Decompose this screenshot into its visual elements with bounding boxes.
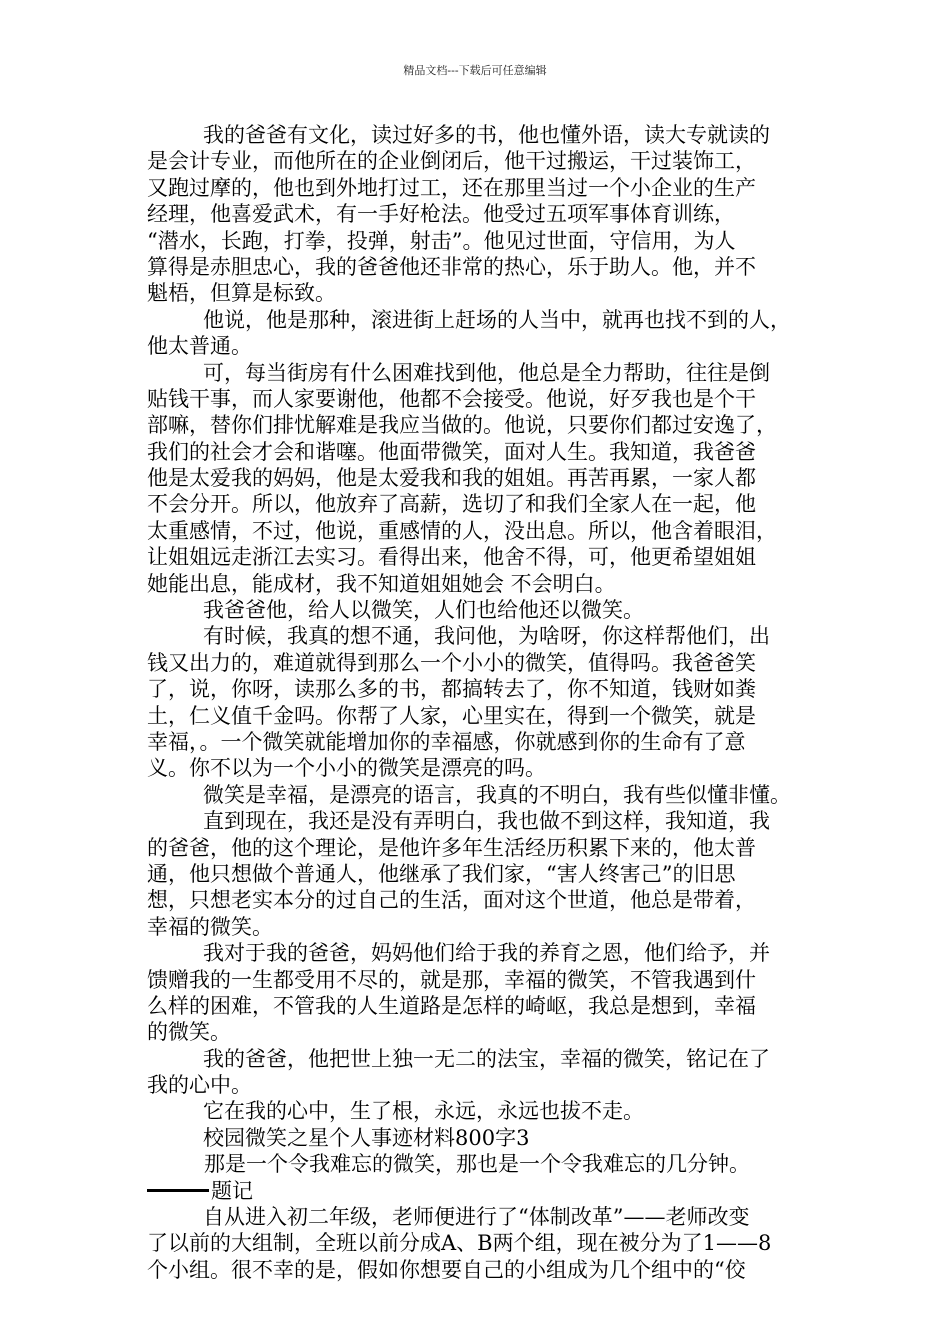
line-text: 他说，他是那种，滚进街上赶场的人当中，就再也找不到的人， xyxy=(203,307,791,332)
text-line xyxy=(147,755,815,781)
line-text: 通，他只想做个普通人，他继承了我们家，“害人终害己”的旧思 xyxy=(147,861,736,886)
em-dash-rule xyxy=(147,1189,209,1192)
line-text: 经理，他喜爱武术，有一手好枪法。他受过五项军事体育训练， xyxy=(147,202,735,227)
text-line xyxy=(147,1046,815,1072)
line-text: 直到现在，我还是没有弄明白，我也做不到这样，我知道，我 xyxy=(203,809,770,834)
line-text: 幸福，。一个微笑就能增加你的幸福感，你就感到你的生命有了意 xyxy=(147,729,746,754)
line-text: 题记 xyxy=(211,1178,253,1203)
text-line xyxy=(147,360,815,386)
text-line xyxy=(147,703,815,729)
line-text: 让姐姐远走浙江去实习。看得出来，他舍不得，可，他更希望姐姐 xyxy=(147,545,756,570)
text-line xyxy=(147,1098,815,1124)
text-line xyxy=(147,201,815,227)
line-text: 她能出息，能成材，我不知道姐姐她会 不会明白。 xyxy=(147,571,616,596)
line-text: 贴钱干事，而人家要谢他，他都不会接受。他说，好歹我也是个干 xyxy=(147,386,756,411)
text-line xyxy=(147,914,815,940)
text-line xyxy=(147,940,815,966)
text-line xyxy=(147,1125,815,1151)
line-text: 想，只想老实本分的过自己的生活，面对这个世道，他总是带着， xyxy=(147,888,756,913)
line-text: 馈赠我的一生都受用不尽的，就是那，幸福的微笑，不管我遇到什 xyxy=(147,967,756,992)
line-text: 了以前的大组制，全班以前分成A、B两个组，现在被分为了1——8 xyxy=(147,1231,772,1256)
text-line xyxy=(147,175,815,201)
line-text: 义。你不以为一个小小的微笑是漂亮的吗。 xyxy=(147,756,546,781)
line-text: 个小组。很不幸的是，假如你想要自己的小组成为几个组中的“佼 xyxy=(147,1257,746,1282)
line-text: 校园微笑之星个人事迹材料800字3 xyxy=(203,1125,530,1150)
text-line xyxy=(147,597,815,623)
text-line xyxy=(147,307,815,333)
line-text: 算得是赤胆忠心，我的爸爸他还非常的热心，乐于助人。他，并不 xyxy=(147,254,756,279)
text-line xyxy=(147,808,815,834)
line-text: 我对于我的爸爸，妈妈他们给于我的养育之恩，他们给予，并 xyxy=(203,941,770,966)
text-line xyxy=(147,280,815,306)
text-line xyxy=(147,439,815,465)
text-line xyxy=(147,835,815,861)
line-text: 我爸爸他，给人以微笑，人们也给他还以微笑。 xyxy=(203,598,644,623)
line-text: 是会计专业，而他所在的企业倒闭后，他干过搬运，干过装饰工， xyxy=(147,149,756,174)
line-text: “潜水，长跑，打拳，投弹，射击”。他见过世面，守信用，为人 xyxy=(147,228,736,253)
text-line xyxy=(147,967,815,993)
epigraph-attribution xyxy=(147,1178,815,1204)
text-line xyxy=(147,254,815,280)
line-text: 的爸爸，他的这个理论，是他许多年生活经历积累下来的，他太普 xyxy=(147,835,756,860)
document-body xyxy=(147,122,815,1283)
page-header: 精品文档---下载后可任意编辑 xyxy=(403,64,547,77)
text-line xyxy=(147,333,815,359)
text-line xyxy=(147,993,815,1019)
line-text: 不会分开。所以，他放弃了高薪，选切了和我们全家人在一起，他 xyxy=(147,492,756,517)
text-line xyxy=(147,571,815,597)
line-text: 我的爸爸，他把世上独一无二的法宝，幸福的微笑，铭记在了 xyxy=(203,1046,770,1071)
text-line xyxy=(147,1230,815,1256)
text-line xyxy=(147,861,815,887)
line-text: 土，仁义值千金吗。你帮了人家，心里实在，得到一个微笑，就是 xyxy=(147,703,756,728)
line-text: 微笑是幸福，是漂亮的语言，我真的不明白，我有些似懂非懂。 xyxy=(203,782,791,807)
line-text: 他是太爱我的妈妈，他是太爱我和我的姐姐。再苦再累，一家人都 xyxy=(147,466,756,491)
text-line xyxy=(147,148,815,174)
text-line xyxy=(147,1204,815,1230)
text-line xyxy=(147,623,815,649)
text-line xyxy=(147,386,815,412)
line-text: 了，说，你呀，读那么多的书，都搞转去了，你不知道，钱财如粪 xyxy=(147,677,756,702)
text-line xyxy=(147,1151,815,1177)
text-line xyxy=(147,122,815,148)
text-line xyxy=(147,650,815,676)
line-text: 我们的社会才会和谐噻。他面带微笑，面对人生。我知道，我爸爸 xyxy=(147,439,756,464)
line-text: 的微笑。 xyxy=(147,1020,231,1045)
text-line xyxy=(147,1072,815,1098)
line-text: 幸福的微笑。 xyxy=(147,914,273,939)
line-text: 太重感情，不过，他说，重感情的人，没出息。所以，他含着眼泪， xyxy=(147,518,777,543)
line-text: 又跑过摩的，他也到外地打过工，还在那里当过一个小企业的生产 xyxy=(147,175,756,200)
line-text: 部嘛，替你们排忧解难是我应当做的。他说，只要你们都过安逸了， xyxy=(147,413,777,438)
line-text: 我的爸爸有文化，读过好多的书，他也懂外语，读大专就读的 xyxy=(203,123,770,147)
line-text: 钱又出力的，难道就得到那么一个小小的微笑，值得吗。我爸爸笑 xyxy=(147,650,756,675)
line-text: 他太普通。 xyxy=(147,334,252,359)
text-line xyxy=(147,676,815,702)
line-text: 那是一个令我难忘的微笑，那也是一个令我难忘的几分钟。 xyxy=(204,1152,750,1177)
line-text: 么样的困难，不管我的人生道路是怎样的崎岖，我总是想到，幸福 xyxy=(147,993,756,1018)
text-line xyxy=(147,228,815,254)
text-line xyxy=(147,491,815,517)
text-line xyxy=(147,1257,815,1283)
text-line xyxy=(147,729,815,755)
text-line xyxy=(147,782,815,808)
line-text: 我的心中。 xyxy=(147,1073,252,1098)
line-text: 有时候，我真的想不通，我问他，为啥呀，你这样帮他们，出 xyxy=(203,624,770,649)
line-text: 自从进入初二年级，老师便进行了“体制改革”——老师改变 xyxy=(203,1205,750,1230)
text-line xyxy=(147,1019,815,1045)
line-text: 它在我的心中，生了根，永远，永远也拔不走。 xyxy=(203,1099,644,1124)
text-line xyxy=(147,412,815,438)
text-line xyxy=(147,465,815,491)
text-line xyxy=(147,887,815,913)
text-line xyxy=(147,518,815,544)
text-line xyxy=(147,544,815,570)
line-text: 可，每当街房有什么困难找到他，他总是全力帮助，往往是倒 xyxy=(203,360,770,385)
line-text: 魁梧，但算是标致。 xyxy=(147,281,336,306)
